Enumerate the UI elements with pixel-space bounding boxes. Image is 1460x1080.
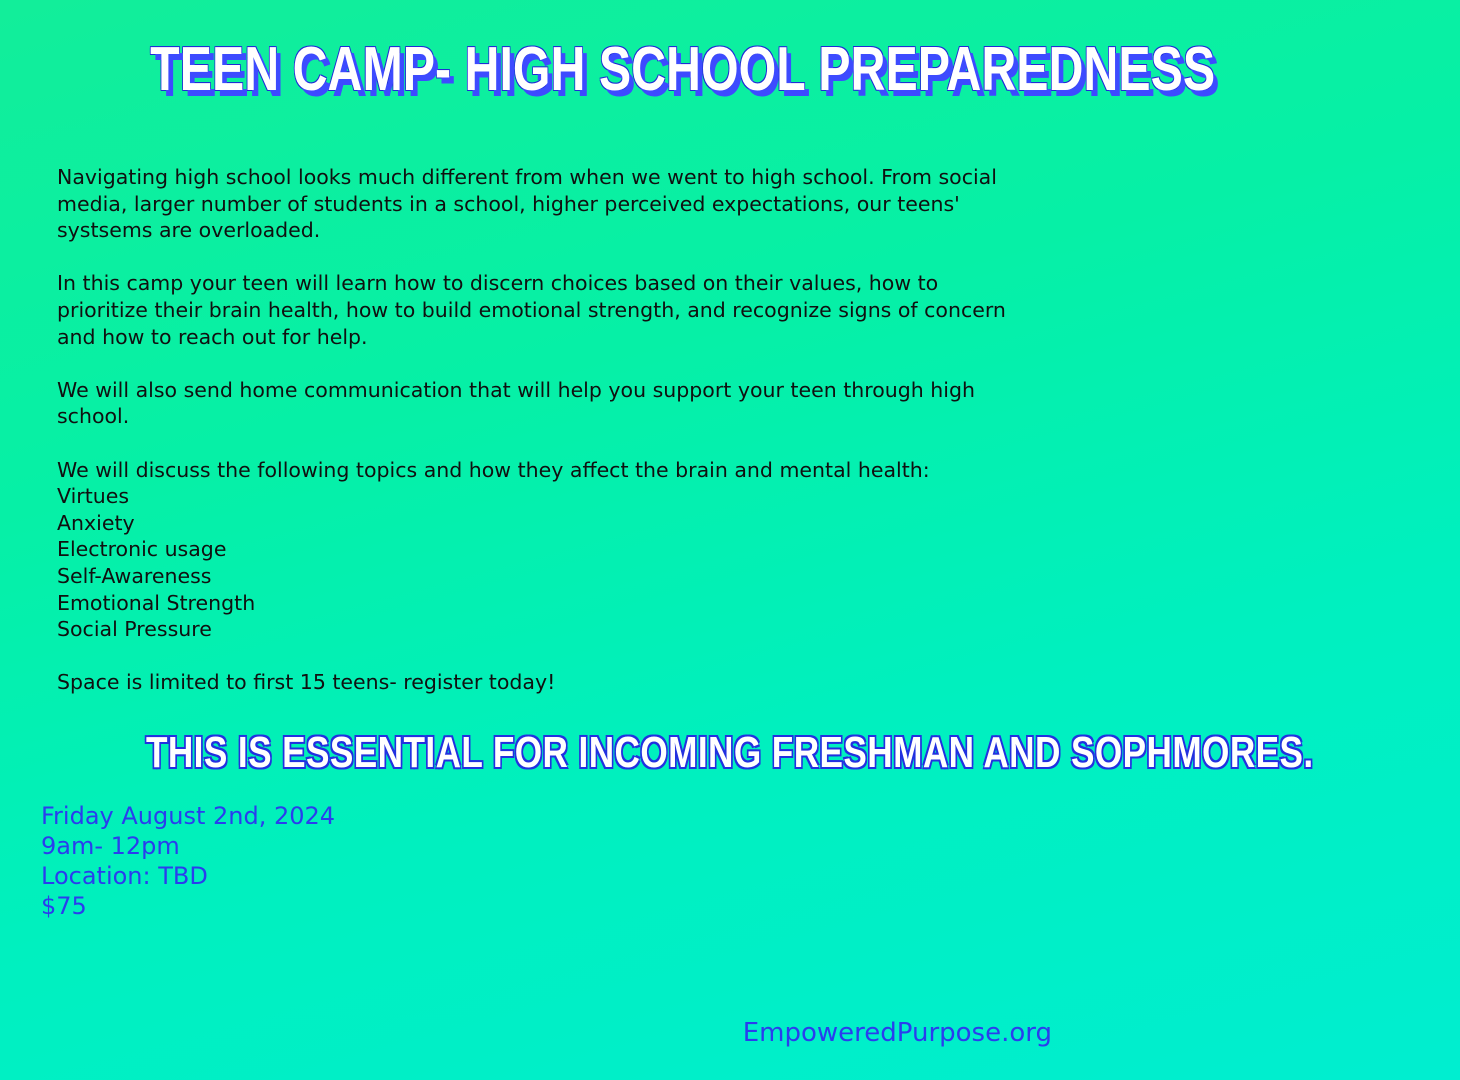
essential-banner-text: THIS IS ESSENTIAL FOR INCOMING FRESHMAN AND SOPHMORES. — [145, 728, 1314, 777]
topic-item: Social Pressure — [57, 617, 212, 642]
description — [57, 164, 1027, 696]
page-title — [0, 34, 1216, 105]
essential-banner — [0, 728, 1314, 778]
page-title-text: TEEN CAMP- HIGH SCHOOL PREPAREDNESS — [150, 35, 1216, 104]
topic-item: Virtues — [57, 484, 130, 509]
event-details — [41, 801, 335, 921]
topic-item: Electronic usage — [57, 537, 227, 562]
camp-goals-paragraph: In this camp your teen will learn how to discern choices based on their values, how to prioritize their brain health, how to build emotional strength, and recognize signs of concern and how to reach out for help. — [57, 271, 1006, 349]
topic-item: Emotional Strength — [57, 590, 256, 615]
topics-list — [57, 483, 1027, 643]
topic-item: Anxiety — [57, 510, 135, 535]
registration-note: Space is limited to first 15 teens- register today! — [57, 670, 556, 695]
event-time: 9am- 12pm — [41, 832, 180, 860]
website-link[interactable]: EmpoweredPurpose.org — [742, 1018, 1052, 1048]
event-date: Friday August 2nd, 2024 — [41, 802, 336, 830]
intro-paragraph: Navigating high school looks much different from when we went to high school. From social media, larger number of students in a school, higher perceived expectations, our teens' systsems are overloaded. — [57, 165, 997, 243]
communication-paragraph: We will also send home communication that will help you support your teen through high school. — [57, 377, 975, 429]
topics-heading: We will discuss the following topics and how they affect the brain and mental health: — [57, 457, 930, 482]
topic-item: Self-Awareness — [57, 563, 212, 588]
event-location: Location: TBD — [41, 862, 208, 890]
event-price: $75 — [41, 892, 87, 920]
